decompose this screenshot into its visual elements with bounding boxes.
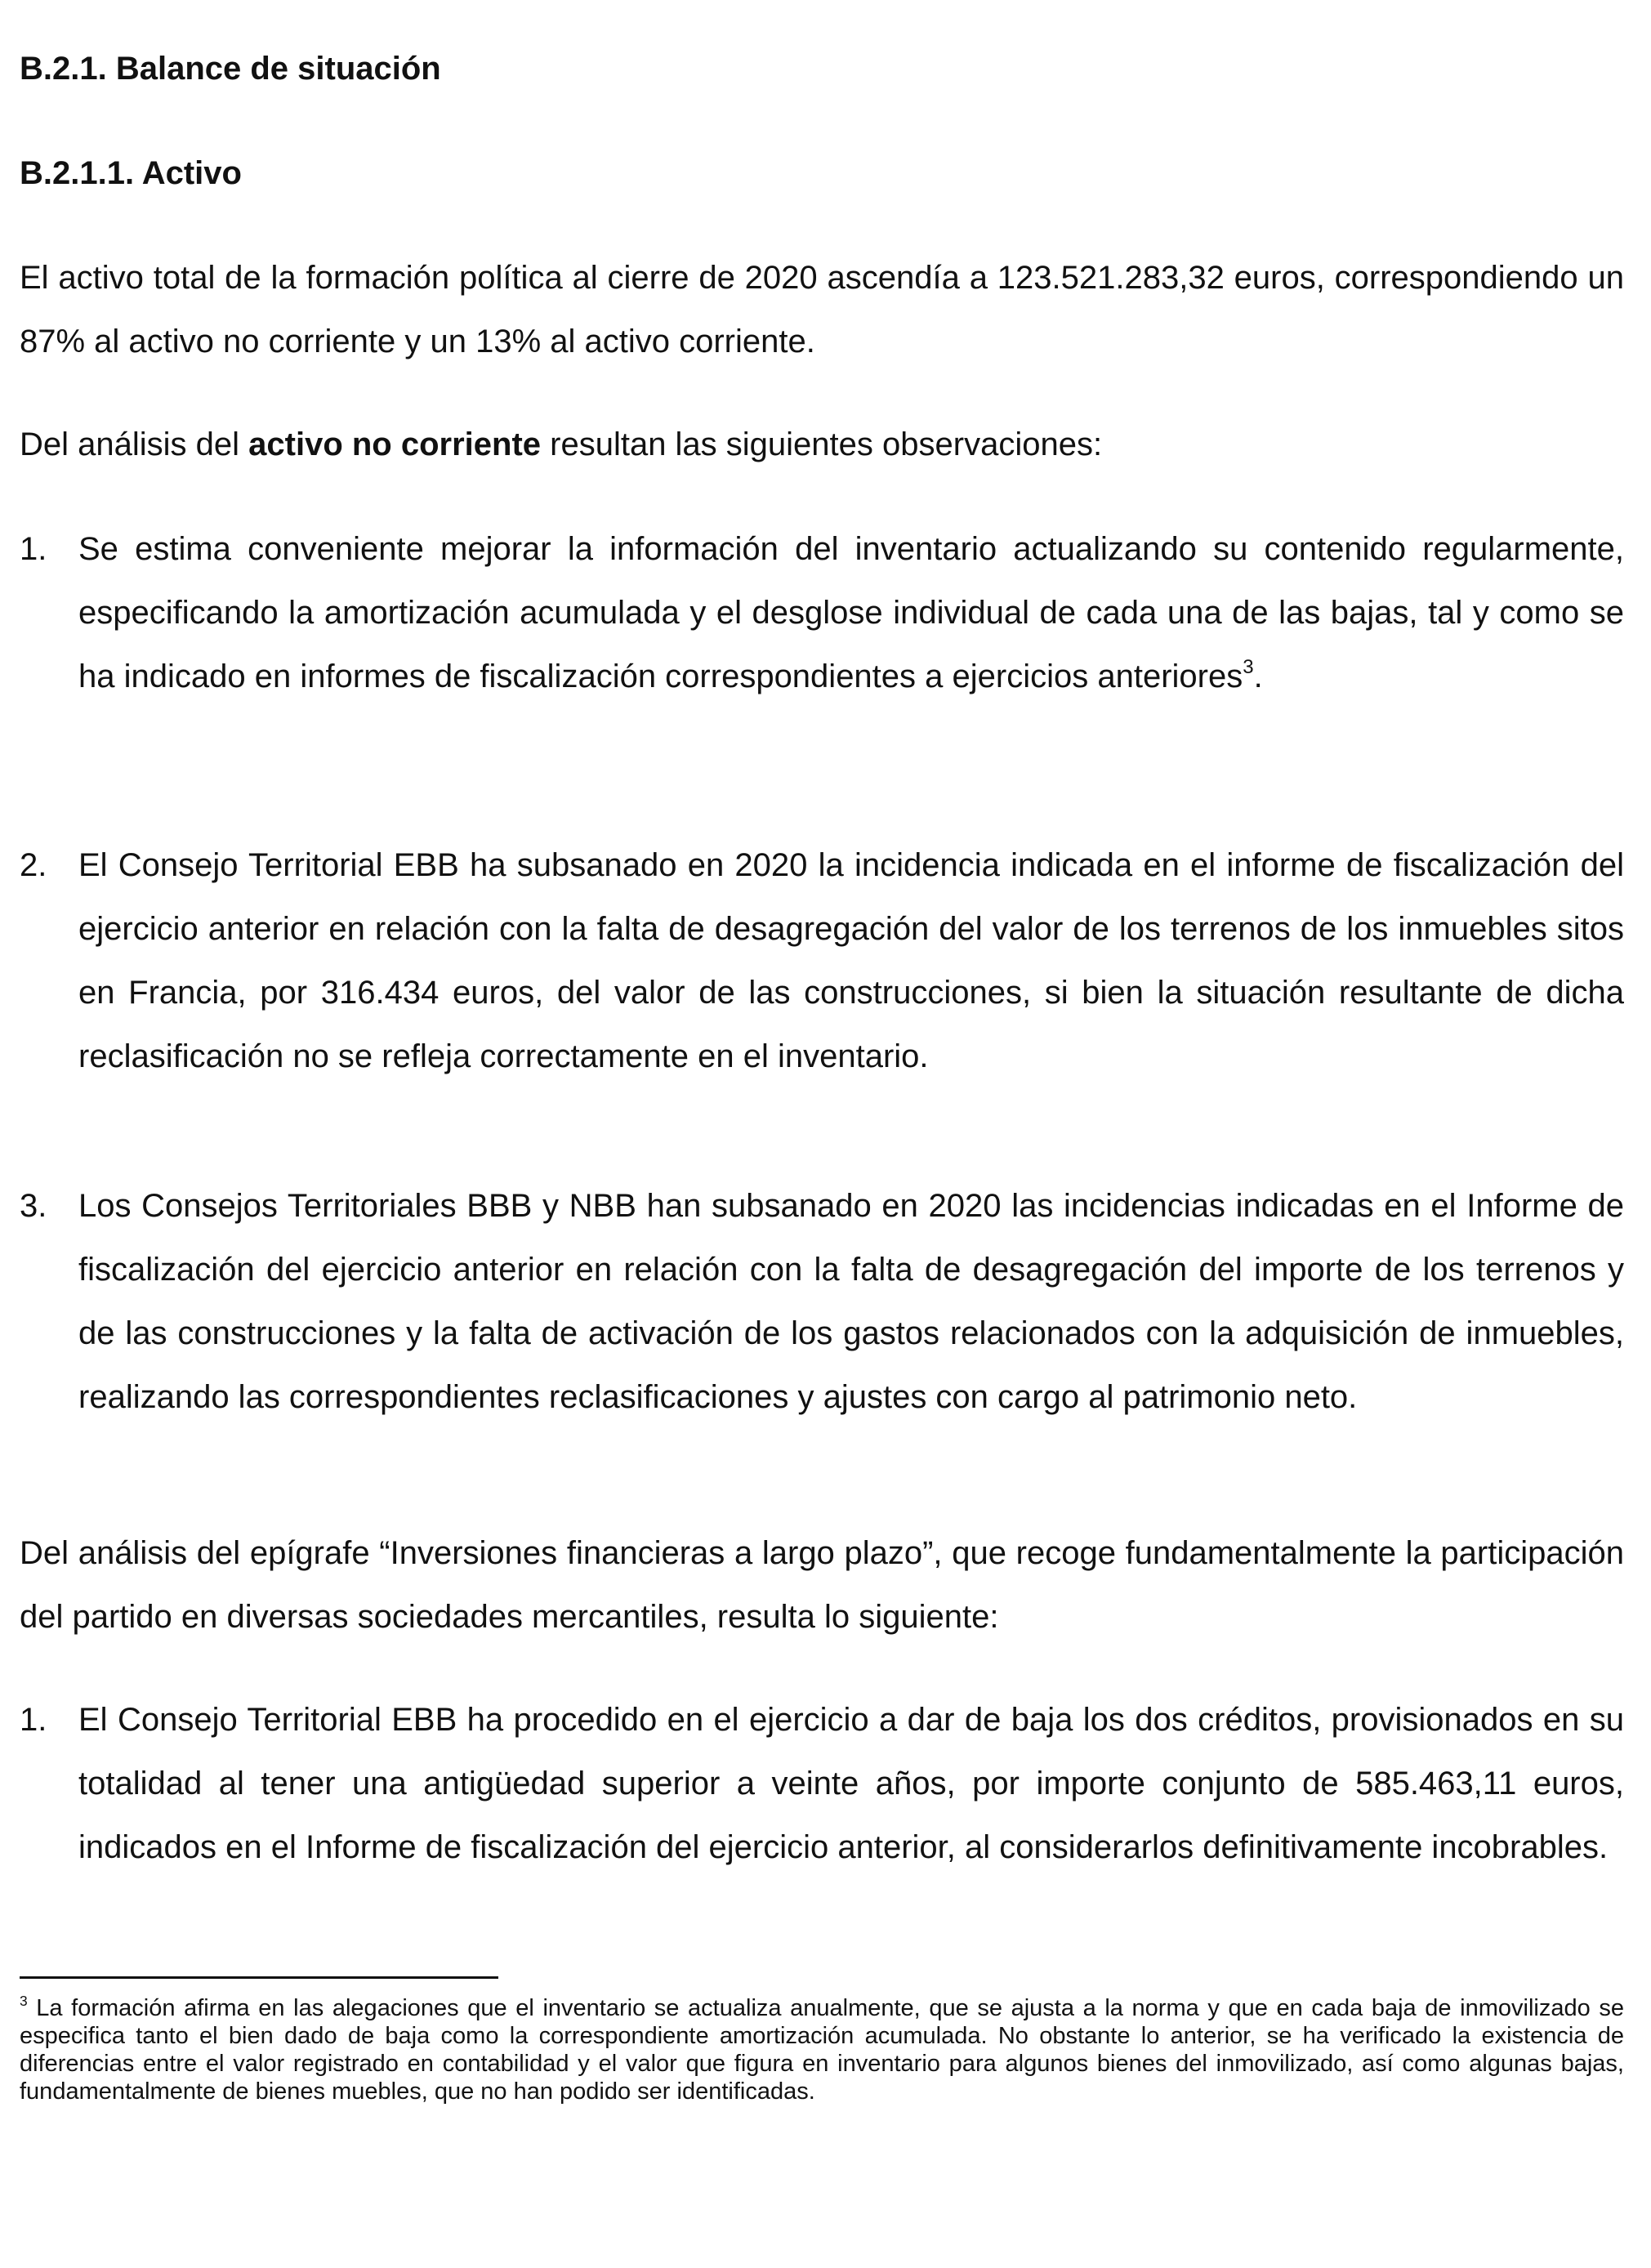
footnote-reference[interactable]: 3 [1243,656,1254,679]
footnote-separator [20,1976,498,1979]
paragraph-activo-total: El activo total de la formación política al cierre de 2020 ascendía a 123.521.283,32 euros, correspondiendo un 87% al activo no corriente y un 13% al activo corriente. [20,260,1624,359]
footnote-text: La formación afirma en las alegaciones que el inventario se actualiza anualmente, que se ajusta a la norma y que en cada baja de inmovilizado se especifica tanto el bien dado de baja como la correspondiente amortización acumulada. No obstante lo anterior, se ha verificado la existencia de diferencias entre el valor registrado en contabilidad y el valor que figura en inventario para algunos bienes del inmovilizado, así como algunas bajas, fundamentalmente de bienes muebles, que no han podido ser identificadas. [20,1995,1624,2105]
subsection-heading-activo: B.2.1.1. Activo [20,155,242,191]
bold-term: activo no corriente [248,426,542,462]
footnote-mark: 3 [20,1992,28,2009]
list-item-tail: . [1253,659,1263,694]
list-number: 1. [20,531,47,567]
list-number: 2. [20,847,47,883]
list-item-text: El Consejo Territorial EBB ha procedido en el ejercicio a dar de baja los dos créditos, provisionados en su totalidad al tener una antigüedad superior a veinte años, por importe conjunto de 585.463,11 euros, indicados en el Informe de fiscalización del ejercicio anterior, al considerarlos definitivamente incobrables. [78,1702,1624,1865]
list-number: 1. [20,1702,47,1738]
list-item-text: El Consejo Territorial EBB ha subsanado en 2020 la incidencia indicada en el informe de fiscalización del ejercicio anterior en relación con la falta de desagregación del valor de los terrenos de los inmuebles sitos en Francia, por 316.434 euros, del valor de las construcciones, si bien la situación resultante de dicha reclasificación no se refleja correctamente en el inventario. [78,847,1624,1074]
list-item-text [78,517,1624,708]
list-item-body: Se estima conveniente mejorar la información del inventario actualizando su contenido regularmente, especificando la amortización acumulada y el desglose individual de cada una de las bajas, tal y como se ha indicado en informes de fiscalización correspondientes a ejercicios anteriores [78,531,1624,694]
paragraph-inversiones-financieras: Del análisis del epígrafe “Inversiones financieras a largo plazo”, que recoge fundamentalmente la participación del partido en diversas sociedades mercantiles, resulta lo siguiente: [20,1535,1624,1635]
list-item-text: Los Consejos Territoriales BBB y NBB han subsanado en 2020 las incidencias indicadas en el Informe de fiscalización del ejercicio anterior en relación con la falta de desagregación del importe de los terrenos y de las construcciones y la falta de activación de los gastos relacionados con la adquisición de inmuebles, realizando las correspondientes reclasificaciones y ajustes con cargo al patrimonio neto. [78,1188,1624,1415]
paragraph-text: resultan las siguientes observaciones: [541,426,1103,462]
list-number: 3. [20,1188,47,1224]
paragraph-activo-no-corriente [20,413,1624,476]
paragraph-text: Del análisis del [20,426,249,462]
footnote [20,1994,1624,2105]
section-heading-balance: B.2.1. Balance de situación [20,51,441,87]
